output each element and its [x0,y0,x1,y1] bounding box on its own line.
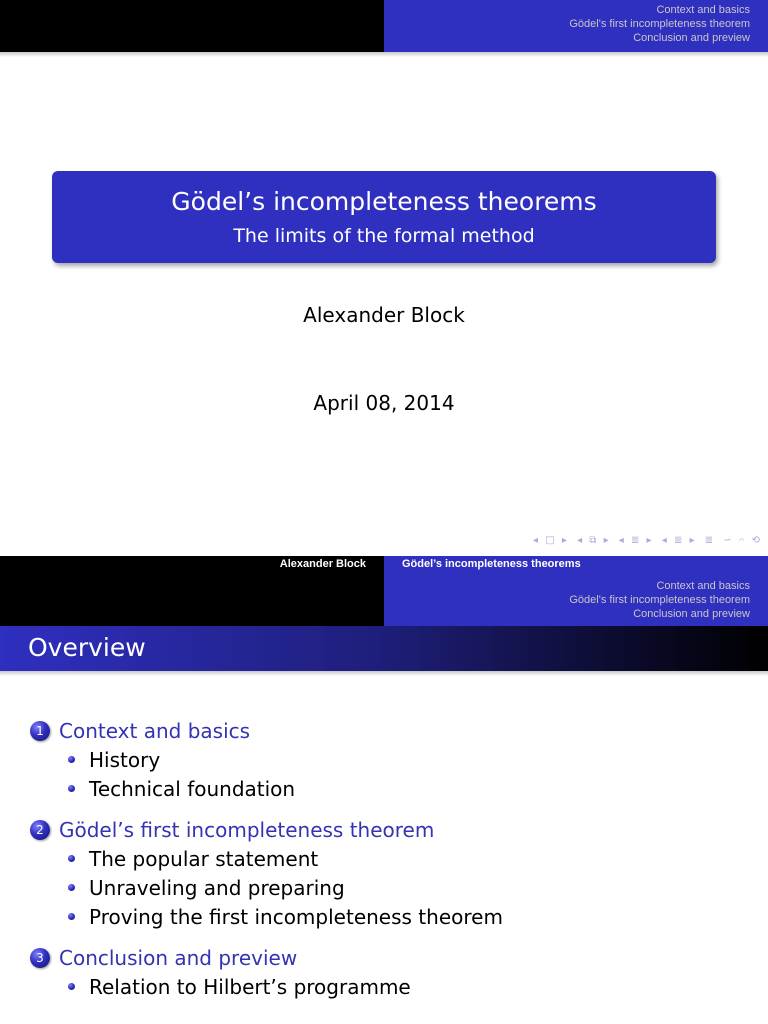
bullet-icon [68,756,75,763]
appendix-nav-icon[interactable]: ≣ [704,535,716,546]
headline-shadow [0,52,768,57]
toc-section [30,943,503,1001]
toc-section-label[interactable]: Context and basics [59,718,251,743]
frametitle-shadow [0,671,768,676]
section-nav-icon[interactable]: ◂ ≣ ▸ [618,535,654,546]
toc-subsection[interactable] [90,745,503,774]
toc-subsection-label: History [89,747,161,772]
frame-title: Overview [28,633,146,662]
overview-slide [0,556,768,1024]
presentation-date: April 08, 2014 [313,391,455,415]
nav-section-link[interactable]: Context and basics [656,580,750,592]
bullet-icon [68,983,75,990]
section-navigation [569,579,750,621]
section-navigation [569,3,750,45]
header-short-title: Gödel’s incompleteness theorems [402,558,581,570]
toc-subsection[interactable] [90,902,503,931]
frame-title-bar [0,626,768,671]
title-block [52,171,716,263]
headline-bar [0,0,768,52]
document-nav-icon[interactable]: ◂ ≣ ▸ [661,535,697,546]
subsection-nav-icon[interactable]: ◂ ⧉ ▸ [577,535,611,546]
toc-section [30,815,503,931]
bullet-icon [68,855,75,862]
section-number-ball: 3 [30,948,50,968]
nav-section-link[interactable]: Gödel's first incompleteness theorem [569,18,750,30]
header-author: Alexander Block [279,558,366,570]
presentation-subtitle: The limits of the formal method [233,225,535,247]
bullet-icon [68,884,75,891]
nav-section-link[interactable]: Conclusion and preview [633,32,750,44]
author-name: Alexander Block [303,303,465,327]
bullet-icon [68,785,75,792]
toc-section-label[interactable]: Gödel’s first incompleteness theorem [59,817,435,842]
toc-section-head[interactable] [30,815,503,844]
table-of-contents [30,716,503,1013]
toc-subsection[interactable] [90,844,503,873]
presentation-title: Gödel’s incompleteness theorems [171,187,597,216]
toc-subsection[interactable] [90,972,503,1001]
nav-section-link[interactable]: Conclusion and preview [633,608,750,620]
toc-subsection[interactable] [90,873,503,902]
headline-left [0,0,384,52]
toc-section [30,716,503,803]
section-number-ball: 1 [30,721,50,741]
bullet-icon [68,913,75,920]
section-number-ball: 2 [30,820,50,840]
search-back-icon[interactable]: ∽ 𝄐 ⟲ [723,535,762,546]
toc-subsection-label: Relation to Hilbert’s programme [89,974,411,999]
toc-subsection-label: The popular statement [89,846,319,871]
toc-subsection[interactable] [90,774,503,803]
toc-section-label[interactable]: Conclusion and preview [59,945,298,970]
nav-section-link[interactable]: Context and basics [656,4,750,16]
toc-section-head[interactable] [30,716,503,745]
toc-subsection-label: Unraveling and preparing [89,875,345,900]
toc-section-head[interactable] [30,943,503,972]
nav-section-link[interactable]: Gödel's first incompleteness theorem [569,594,750,606]
toc-subsection-label: Technical foundation [89,776,296,801]
toc-subsection-label: Proving the first incompleteness theorem [89,904,503,929]
frame-nav-icon[interactable]: ◂ □ ▸ [533,535,569,546]
navigation-symbols [530,535,762,546]
